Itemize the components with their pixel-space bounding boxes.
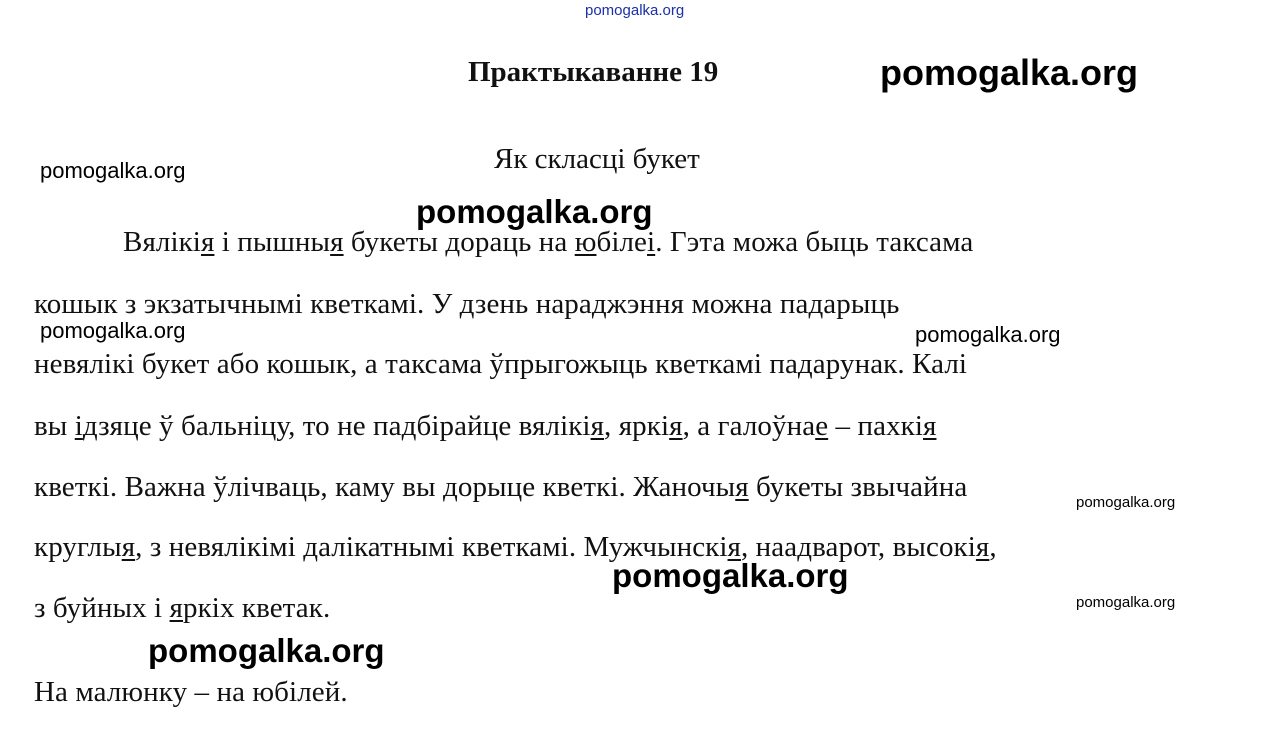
text-segment: кветкі. Важна ўлічваць, каму вы дорыце кветкі. Жаночы	[34, 471, 736, 503]
text-segment: , з невялікімі далікатнымі кветкамі. Мужчынскі	[135, 531, 728, 563]
text-segment: кошык з экзатычнымі кветкамі. У дзень нараджэння можна падарыць	[34, 288, 900, 320]
underlined-letter: я	[975, 531, 990, 563]
underlined-letter: е	[815, 410, 829, 442]
text-segment: – пахкі	[828, 410, 924, 442]
underlined-letter: я	[590, 410, 605, 442]
text-line	[34, 471, 967, 504]
watermark-left-1: pomogalka.org	[40, 158, 186, 183]
watermark-right-small-1: pomogalka.org	[1076, 494, 1176, 511]
text-segment: вы	[34, 410, 75, 442]
watermark-right-small-2: pomogalka.org	[1076, 594, 1176, 611]
text-line	[34, 592, 330, 625]
underlined-letter: я	[727, 531, 741, 563]
text-segment: круглы	[34, 531, 122, 563]
watermark-left-2: pomogalka.org	[40, 318, 186, 343]
text-segment: , наадварот, высокі	[740, 531, 976, 563]
underlined-letter: я	[735, 471, 749, 503]
underlined-letter: ю	[574, 226, 597, 258]
text-segment: , а галоўна	[682, 410, 816, 442]
underlined-letter: я	[121, 531, 136, 563]
text-segment: , яркі	[604, 410, 670, 442]
watermark-center-2: pomogalka.org	[612, 557, 849, 594]
text-line	[123, 226, 973, 259]
text-segment: букеты дораць на	[343, 226, 575, 258]
text-line	[34, 348, 967, 381]
underlined-letter: я	[669, 410, 683, 442]
text-segment: букеты звычайна	[748, 471, 968, 503]
image-caption: На малюнку – на юбілей.	[34, 676, 348, 708]
page-subtitle: Як скласці букет	[494, 143, 700, 175]
underlined-letter: я	[923, 410, 937, 442]
text-segment: біле	[596, 226, 648, 258]
watermark-bottom-left: pomogalka.org	[148, 632, 385, 669]
underlined-letter: і	[647, 226, 656, 258]
underlined-letter: я	[330, 226, 344, 258]
watermark-title-right: pomogalka.org	[880, 52, 1139, 93]
text-line	[34, 531, 997, 564]
text-segment: і пышны	[214, 226, 331, 258]
text-segment: з буйных і	[34, 592, 170, 624]
text-segment: ,	[989, 531, 997, 563]
watermark-center-1: pomogalka.org	[416, 193, 653, 230]
watermark-top: pomogalka.org	[585, 2, 685, 19]
watermark-right-2: pomogalka.org	[915, 322, 1061, 347]
text-line	[34, 410, 936, 443]
text-segment: дзяце ў бальніцу, то не падбірайце вялікі	[82, 410, 591, 442]
text-line	[34, 288, 899, 321]
text-segment: . Гэта можа быць таксама	[655, 226, 974, 258]
text-segment: ркіх кветак.	[183, 592, 331, 624]
text-segment: Вялікі	[123, 226, 201, 258]
page-title: Практыкаванне 19	[468, 56, 719, 88]
underlined-letter: я	[200, 226, 215, 258]
underlined-letter: і	[74, 410, 83, 442]
underlined-letter: я	[169, 592, 183, 624]
text-segment: невялікі букет або кошык, а таксама ўпрыгожыць кветкамі падарунак. Калі	[34, 348, 968, 380]
